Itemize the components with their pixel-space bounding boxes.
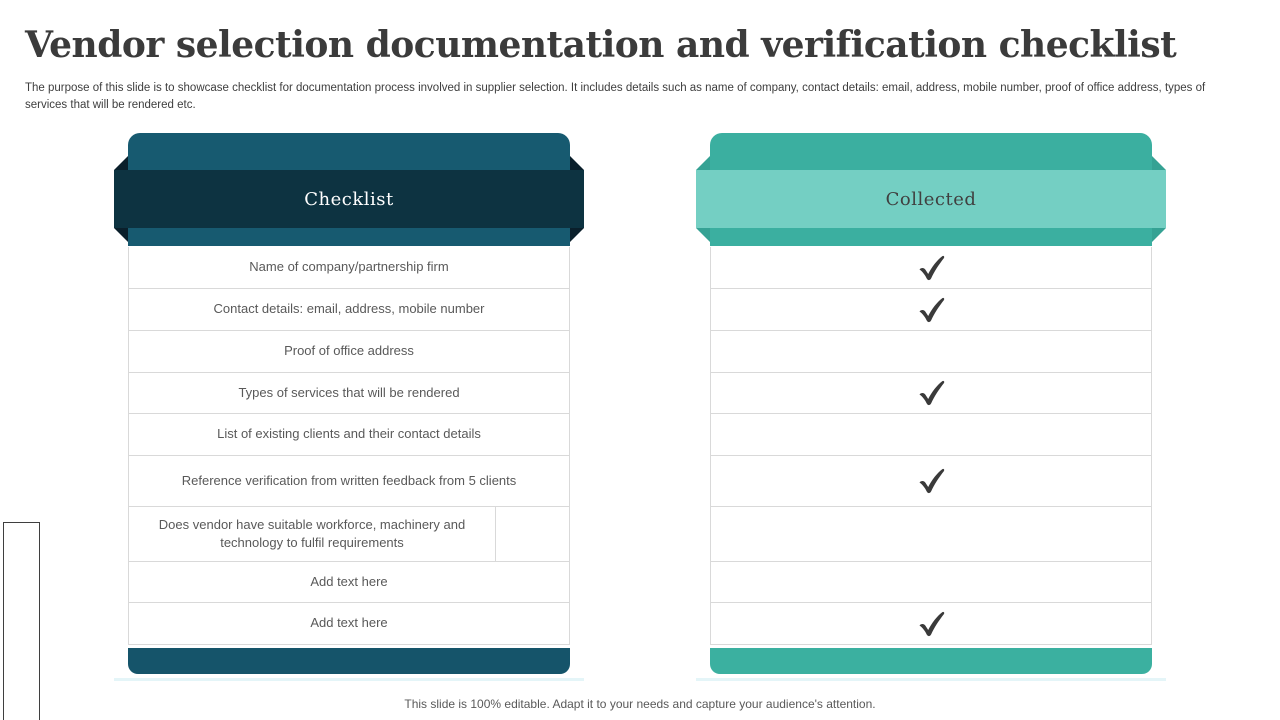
collected-cell: [711, 562, 1151, 602]
slide-subtitle: The purpose of this slide is to showcase checklist for documentation process involved in supplier selection. It includes details such as name of company, contact details: email, address, mobile number, proof of office address, types of services that will be rendered etc.: [25, 82, 1206, 111]
ribbon-fold-icon: [1152, 228, 1166, 242]
collected-cell: [711, 414, 1151, 455]
collected-row: [711, 289, 1151, 331]
collected-row: [711, 414, 1151, 456]
checklist-item-label: List of existing clients and their contact details: [217, 426, 481, 442]
collected-rows: [710, 247, 1152, 645]
check-icon: [916, 297, 946, 323]
ribbon-fold-icon: [570, 156, 584, 170]
slide-title: Vendor selection documentation and verification checklist: [25, 24, 1177, 66]
checklist-row: [129, 507, 569, 562]
ribbon-fold-icon: [570, 228, 584, 242]
checklist-item-label: Contact details: email, address, mobile number: [213, 301, 485, 317]
checklist-item-label: Reference verification from written feedback from 5 clients: [181, 472, 517, 488]
ribbon-fold-icon: [114, 228, 128, 242]
checklist-item-label: Does vendor have suitable workforce, machinery and technology to fulfil requirements: [158, 516, 466, 550]
add-text-placeholder[interactable]: Add text here: [310, 573, 388, 589]
check-icon: [916, 468, 946, 494]
checklist-row: [129, 247, 569, 289]
checklist-row: [129, 331, 569, 373]
collected-row: [711, 456, 1151, 507]
empty-text-box: [3, 522, 40, 720]
checklist-row: [129, 603, 569, 645]
collected-row: [711, 331, 1151, 373]
collected-row: [711, 603, 1151, 645]
check-icon: [916, 611, 946, 637]
ribbon-fold-icon: [114, 156, 128, 170]
collected-cell: [711, 507, 1151, 561]
ribbon-fold-icon: [696, 228, 710, 242]
collected-row: [711, 507, 1151, 562]
collected-header: Collected: [696, 170, 1166, 228]
collected-cell: [711, 456, 1151, 506]
checklist-column: [114, 133, 584, 693]
collected-cell: [711, 603, 1151, 644]
add-text-placeholder[interactable]: Add text here: [310, 615, 388, 631]
checklist-row: [129, 456, 569, 507]
checklist-bottom-bar: [128, 648, 570, 674]
footer-note: This slide is 100% editable. Adapt it to your needs and capture your audience's attention.: [404, 697, 876, 711]
checklist-item-label: Types of services that will be rendered: [238, 384, 460, 400]
checklist-item-label: Proof of office address: [284, 343, 414, 359]
checklist-item-label: Name of company/partnership firm: [249, 259, 449, 275]
checklist-header: Checklist: [114, 170, 584, 228]
collected-row: [711, 373, 1151, 414]
collected-cell: [711, 331, 1151, 372]
bar-reflection: [114, 678, 584, 681]
checklist-row: [129, 414, 569, 456]
checklist-rows: [128, 247, 570, 645]
ribbon-fold-icon: [696, 156, 710, 170]
collected-cell: [711, 289, 1151, 330]
check-icon: [916, 380, 946, 406]
ribbon-fold-icon: [1152, 156, 1166, 170]
collected-column: [696, 133, 1166, 693]
empty-side-cell: [495, 507, 569, 561]
collected-row: [711, 247, 1151, 289]
bar-reflection: [696, 678, 1166, 681]
collected-row: [711, 562, 1151, 603]
collected-cell: [711, 373, 1151, 413]
collected-cell: [711, 247, 1151, 288]
checklist-row: [129, 373, 569, 414]
collected-bottom-bar: [710, 648, 1152, 674]
checklist-row: [129, 562, 569, 603]
checklist-row: [129, 289, 569, 331]
check-icon: [916, 255, 946, 281]
